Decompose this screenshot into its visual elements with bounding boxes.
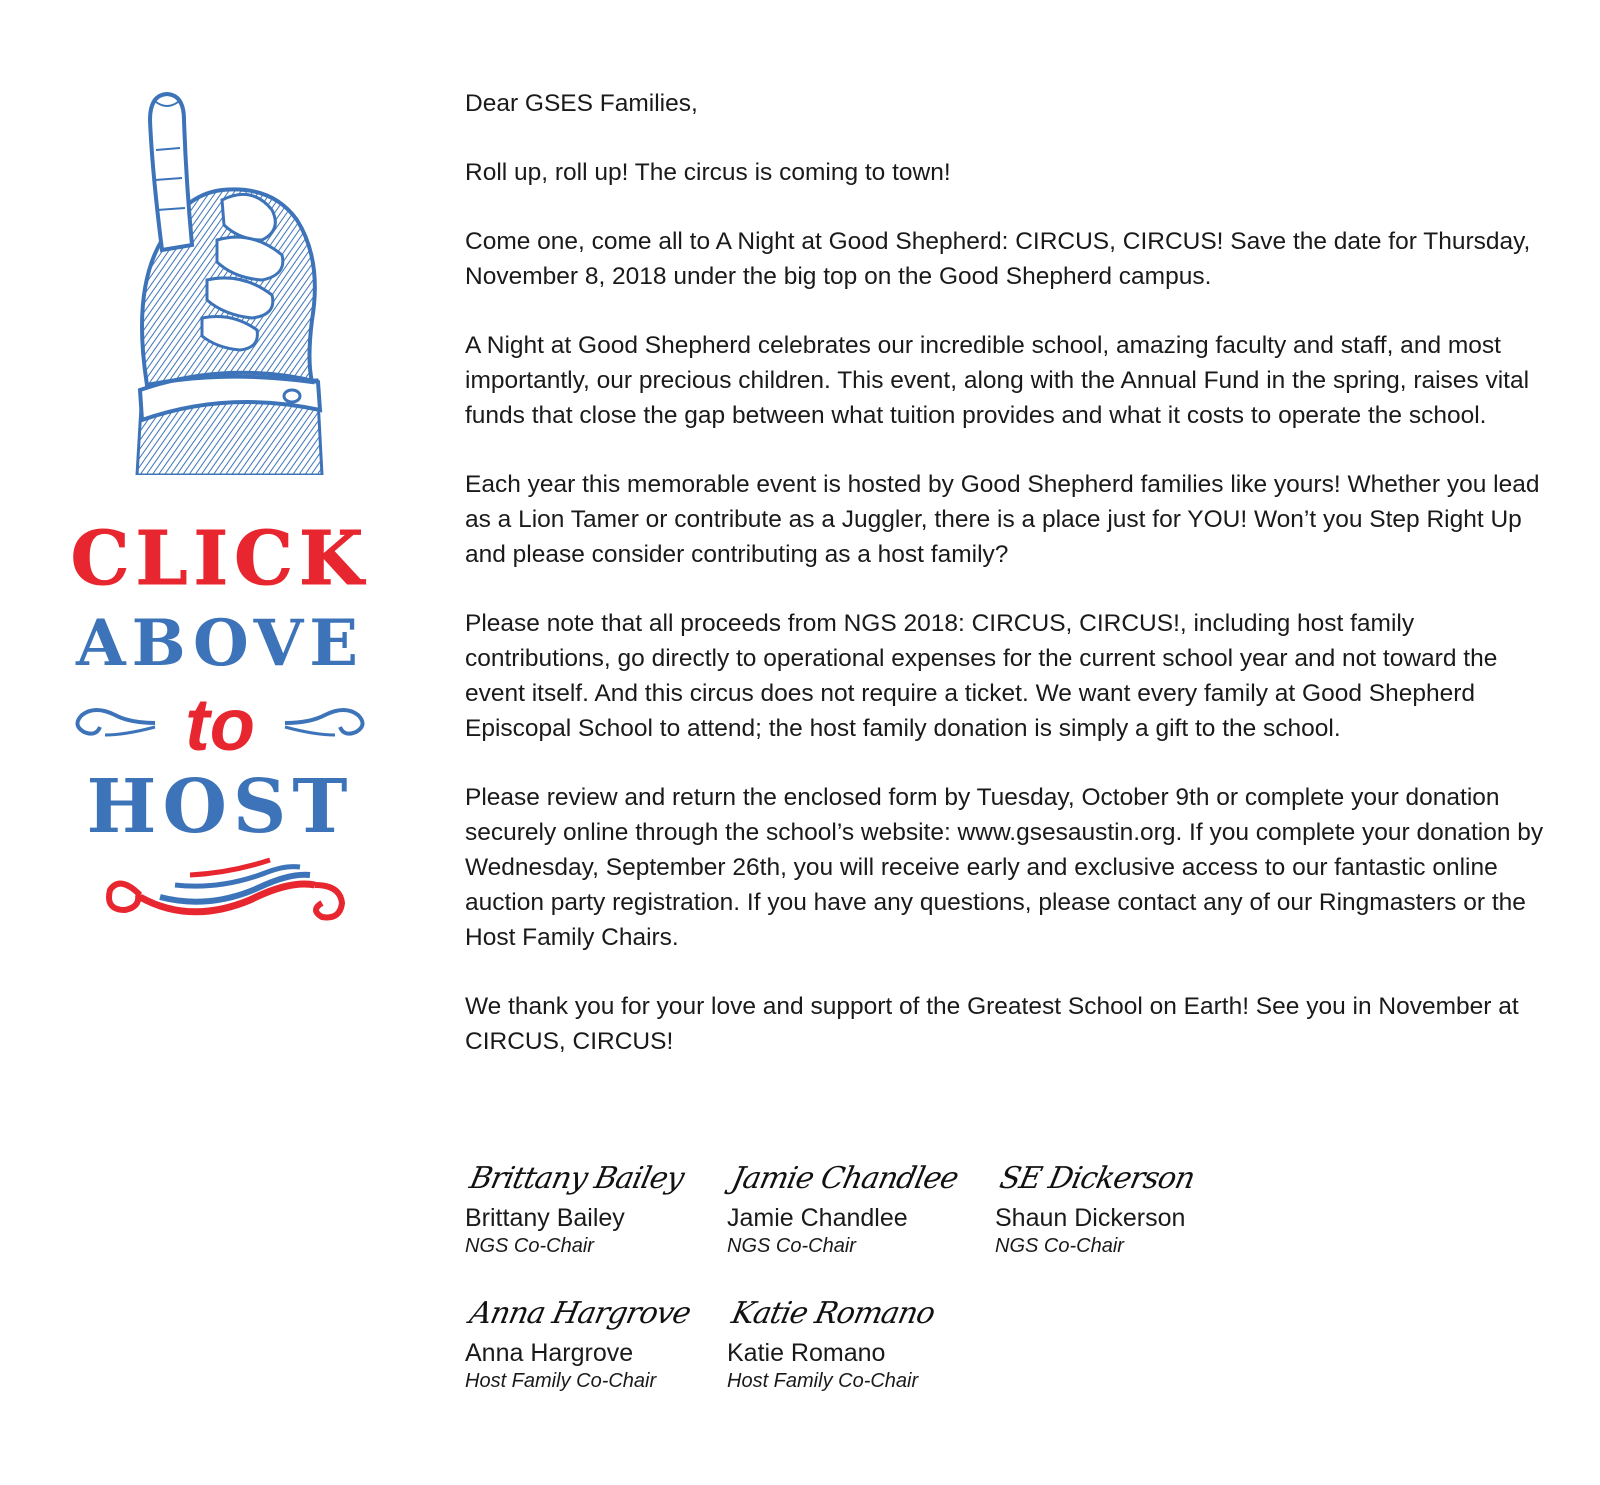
signer-title: Host Family Co-Chair (465, 1370, 657, 1392)
pointing-hand-icon[interactable] (122, 90, 332, 475)
letter-paragraph: Please review and return the enclosed form by Tuesday, October 9th or complete your donation securely online through the school’s website: www.gsesaustin.org. If you complete your donation by Wednesday, September 26th, you will receive early and exclusive access to our fantastic online auction party registration. If you have any questions, please contact any of our Ringmasters or the Host Family Chairs. (465, 784, 1544, 951)
signature-anna-hargrove (465, 1290, 725, 1394)
letter-paragraph: Roll up, roll up! The circus is coming to town! (465, 159, 951, 186)
cta-click-text[interactable]: CLICK (70, 516, 370, 602)
handwritten-signature: Brittany Bailey (466, 1161, 687, 1196)
handwritten-signature: Jamie Chandlee (728, 1161, 961, 1196)
letter-body (465, 86, 1545, 1093)
cta-host-text[interactable]: HOST (86, 764, 354, 850)
flourish-ornament-icon (100, 855, 350, 935)
signer-name: Brittany Bailey (465, 1204, 625, 1232)
signature-katie-romano (727, 1290, 987, 1394)
cta-to-text[interactable]: to (185, 683, 255, 766)
signer-title: NGS Co-Chair (995, 1235, 1124, 1257)
signer-name: Katie Romano (727, 1339, 886, 1367)
signature-shaun-dickerson (995, 1155, 1255, 1259)
letter-greeting: Dear GSES Families, (465, 90, 698, 117)
swirl-right-icon (280, 705, 370, 741)
letter-paragraph: A Night at Good Shepherd celebrates our incredible school, amazing faculty and staff, and most importantly, our precious children. This event, along with the Annual Fund in the spring, raises vital funds that close the gap between what tuition provides and what it costs to operate the school. (465, 332, 1530, 429)
signer-title: Host Family Co-Chair (727, 1370, 919, 1392)
signer-name: Anna Hargrove (465, 1339, 634, 1367)
letter-paragraph: Come one, come all to A Night at Good Shepherd: CIRCUS, CIRCUS! Save the date for Thursday, November 8, 2018 under the big top on the Good Shepherd campus. (465, 228, 1531, 290)
signer-title: NGS Co-Chair (465, 1235, 594, 1257)
letter-paragraph: We thank you for your love and support of the Greatest School on Earth! See you in November at CIRCUS, CIRCUS! (465, 993, 1519, 1055)
signature-block (465, 1155, 1365, 1455)
handwritten-signature: SE Dickerson (996, 1161, 1198, 1196)
cta-above-text[interactable]: ABOVE (76, 606, 364, 681)
signer-name: Jamie Chandlee (727, 1204, 908, 1232)
signature-jamie-chandlee (727, 1155, 987, 1259)
letter-paragraph: Please note that all proceeds from NGS 2018: CIRCUS, CIRCUS!, including host family contributions, go directly to operational expenses for the current school year and not toward the event itself. And this circus does not require a ticket. We want every family at Good Shepherd Episcopal School to attend; the host family donation is simply a gift to the school. (465, 610, 1498, 742)
signer-name: Shaun Dickerson (995, 1204, 1186, 1232)
click-to-host-panel[interactable] (60, 80, 380, 980)
handwritten-signature: Anna Hargrove (466, 1296, 694, 1331)
handwritten-signature: Katie Romano (728, 1296, 938, 1331)
letter-paragraph: Each year this memorable event is hosted by Good Shepherd families like yours! Whether you lead as a Lion Tamer or contribute as a Juggler, there is a place just for YOU! Won’t you Step Right Up and please consider contributing as a host family? (465, 471, 1540, 568)
signature-brittany-bailey (465, 1155, 725, 1259)
signer-title: NGS Co-Chair (727, 1235, 856, 1257)
